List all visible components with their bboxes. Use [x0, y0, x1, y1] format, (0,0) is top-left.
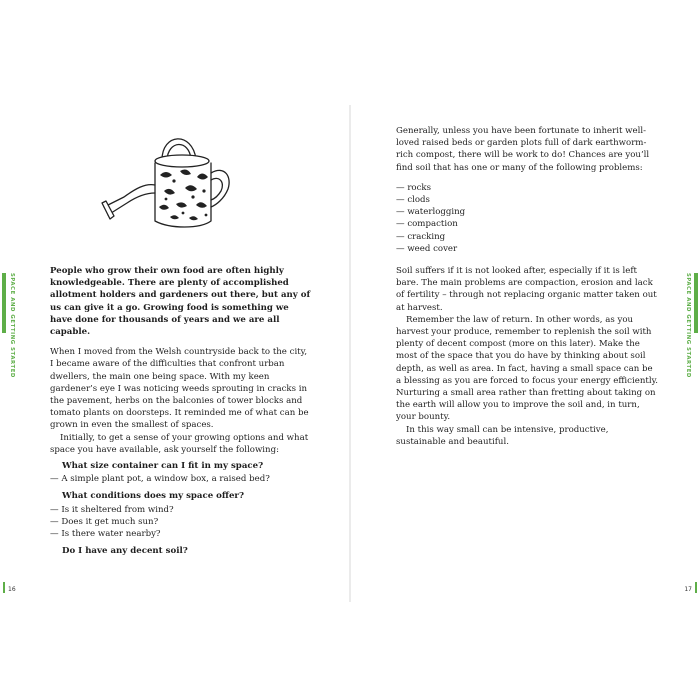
section-tab-left [2, 273, 6, 333]
list-item: — Is there water nearby? [50, 529, 161, 540]
list-item: — cracking [396, 231, 446, 242]
answers-container-size [50, 473, 312, 485]
list-item: — compaction [396, 219, 458, 230]
right-page [350, 105, 700, 602]
question-decent-soil: Do I have any decent soil? [62, 546, 188, 557]
page-number-left: 16 [8, 586, 16, 593]
folio-rule-right [695, 582, 697, 593]
paragraph-soil-suffers: Soil suffers if it is not looked after, especially if it is left bare. The main problems are compaction, erosion and lack of fertility – through not replacing organic matter taken out at harvest. [396, 266, 657, 313]
list-item: — waterlogging [396, 207, 466, 218]
section-tab-right [694, 273, 698, 333]
list-item: — rocks [396, 182, 432, 193]
list-item: — Does it get much sun? [50, 516, 159, 527]
list-item: — weed cover [396, 243, 458, 254]
question-container-size: What size container can I fit in my space? [62, 461, 264, 472]
paragraph-soil-intro: Generally, unless you have been fortunate to inherit well-loved raised beds or garden plots full of dark earthworm-rich compost, there will be work to do! Chances are you’ll find soil that has one or many of the following problems: [396, 126, 650, 173]
paragraph-small-space: In this way small can be intensive, productive, sustainable and beautiful. [396, 424, 609, 447]
page-number-right: 17 [684, 586, 692, 593]
left-text-column [50, 265, 312, 558]
list-item: — A simple plant pot, a window box, a raised bed? [50, 474, 270, 485]
paragraph-urban-dwellers: When I moved from the Welsh countryside back to the city, I became aware of the difficulties that confront urban dwellers, the main one being space. With my keen gardener’s eye I was noticing weeds sprouting in cracks in the pavement, herbs on the balconies of tower blocks and tomato plants on doorsteps. It reminded me of what can be grown in even the smallest of spaces. [50, 347, 309, 431]
soil-problems-list [396, 182, 658, 255]
folio-rule-left [3, 582, 5, 593]
section-label-left: SPACE AND GETTING STARTED [9, 273, 15, 378]
book-spread [0, 105, 700, 602]
section-label-right: SPACE AND GETTING STARTED [685, 273, 691, 378]
paragraph-law-of-return: Remember the law of return. In other words, as you harvest your produce, remember to replenish the soil with plenty of decent compost (more on this later). Make the most of the space that you do have by thinking about soil depth, as well as area. In fact, having a small space can be a blessing as you are forced to focus your energy efficiently. Nurturing a small area rather than fretting about taking on the earth will allow you to improve the soil and, in turn, your bounty. [396, 314, 659, 423]
left-page [0, 105, 350, 602]
list-item: — clods [396, 195, 430, 206]
lead-paragraph: People who grow their own food are often highly knowledgeable. There are plenty of accomplished allotment holders and gardeners out there, but any of us can give it a go. Growing food is something we have done for thousands of years and we are all capable. [50, 266, 311, 338]
watering-can-icon [100, 125, 235, 235]
question-space-conditions: What conditions does my space offer? [62, 491, 245, 502]
right-text-column [396, 125, 658, 448]
answers-space-conditions [50, 504, 312, 541]
paragraph-growing-options: Initially, to get a sense of your growing options and what space you have available, ask yourself the following: [50, 432, 309, 455]
list-item: — Is it sheltered from wind? [50, 504, 174, 515]
book-gutter [349, 105, 351, 602]
